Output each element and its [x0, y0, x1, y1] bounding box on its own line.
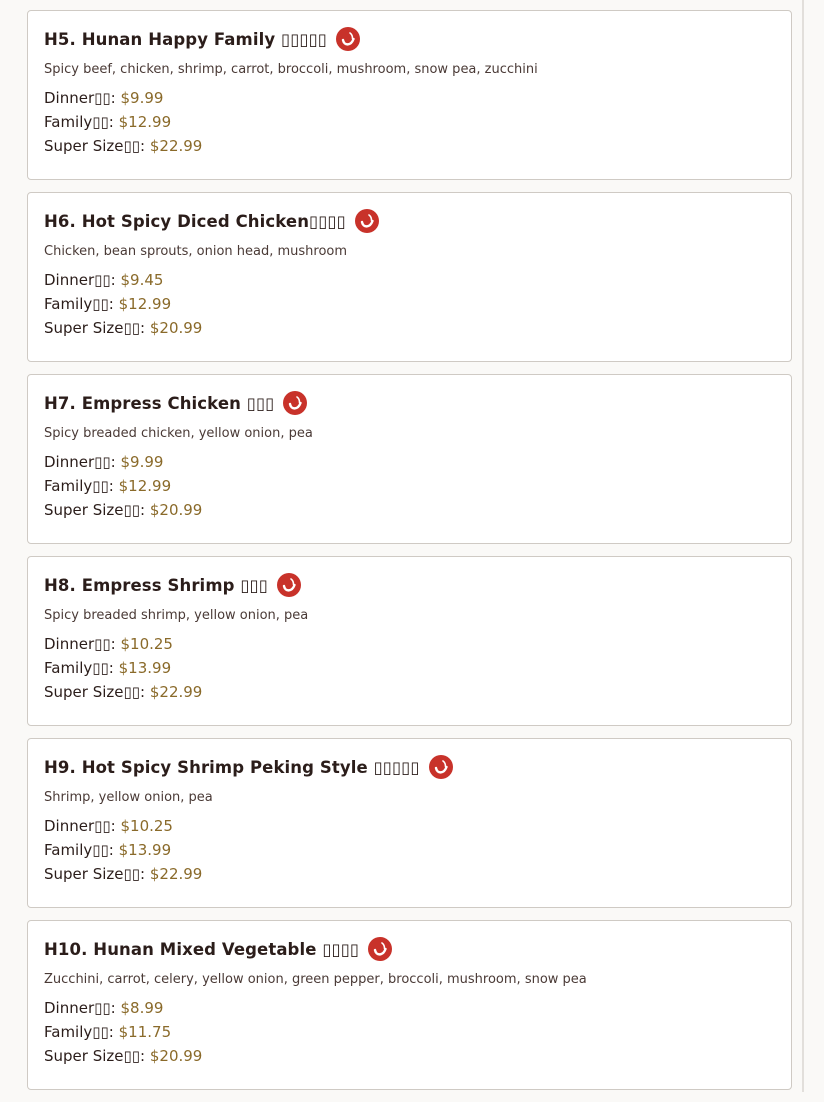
price-label: Dinner▯▯: — [44, 817, 116, 835]
menu-item-card[interactable] — [27, 738, 792, 908]
chili-pepper-icon — [277, 573, 301, 597]
price-value: $10.25 — [120, 635, 173, 653]
chili-pepper-icon — [355, 209, 379, 233]
price-row-family — [44, 110, 775, 134]
menu-item-description: Chicken, bean sprouts, onion head, mushroom — [44, 244, 348, 259]
price-row-family — [44, 838, 775, 862]
price-label: Family▯▯: — [44, 659, 114, 677]
menu-item-description: Spicy breaded chicken, yellow onion, pea — [44, 426, 313, 441]
menu-item-description: Shrimp, yellow onion, pea — [44, 790, 213, 805]
price-value: $20.99 — [149, 319, 203, 337]
chili-pepper-icon — [429, 755, 453, 779]
price-value: $13.99 — [118, 659, 172, 677]
price-value: $22.99 — [149, 865, 203, 883]
price-row-dinner — [44, 996, 775, 1020]
price-value: $12.99 — [118, 113, 172, 131]
menu-item-description: Spicy breaded shrimp, yellow onion, pea — [44, 608, 309, 623]
price-row-family — [44, 656, 775, 680]
price-row-super-size — [44, 134, 775, 158]
menu-item-card[interactable] — [27, 10, 792, 180]
price-list — [44, 632, 775, 704]
price-row-super-size — [44, 680, 775, 704]
price-label: Family▯▯: — [44, 841, 114, 859]
price-row-dinner — [44, 814, 775, 838]
price-row-dinner — [44, 86, 775, 110]
price-list — [44, 268, 775, 340]
menu-item-card[interactable] — [27, 556, 792, 726]
menu-item-title-row — [44, 207, 775, 235]
price-value: $9.99 — [120, 453, 164, 471]
price-label: Family▯▯: — [44, 477, 114, 495]
price-label: Dinner▯▯: — [44, 999, 116, 1017]
price-value: $8.99 — [120, 999, 164, 1017]
price-label: Dinner▯▯: — [44, 89, 116, 107]
scroll-divider — [802, 0, 804, 1092]
price-row-super-size — [44, 498, 775, 522]
menu-item-title-row — [44, 753, 775, 781]
menu-item-card[interactable] — [27, 192, 792, 362]
price-row-dinner — [44, 632, 775, 656]
menu-item-card[interactable] — [27, 374, 792, 544]
menu-item-title: H6. Hot Spicy Diced Chicken▯▯▯▯ — [44, 211, 346, 231]
price-label: Family▯▯: — [44, 1023, 114, 1041]
menu-item-title-row — [44, 389, 775, 417]
menu-item-title: H7. Empress Chicken ▯▯▯ — [44, 393, 275, 413]
price-label: Super Size▯▯: — [44, 683, 146, 701]
price-label: Super Size▯▯: — [44, 319, 146, 337]
menu-item-description: Zucchini, carrot, celery, yellow onion, green pepper, broccoli, mushroom, snow pea — [44, 972, 587, 987]
menu-item-title-row — [44, 571, 775, 599]
chili-pepper-icon — [336, 27, 360, 51]
price-label: Super Size▯▯: — [44, 1047, 146, 1065]
price-value: $20.99 — [149, 1047, 203, 1065]
price-list — [44, 814, 775, 886]
price-label: Family▯▯: — [44, 113, 114, 131]
price-row-dinner — [44, 268, 775, 292]
price-label: Dinner▯▯: — [44, 271, 116, 289]
price-value: $20.99 — [149, 501, 203, 519]
price-list — [44, 450, 775, 522]
price-value: $13.99 — [118, 841, 172, 859]
price-row-family — [44, 1020, 775, 1044]
menu-item-card[interactable] — [27, 920, 792, 1090]
price-row-super-size — [44, 1044, 775, 1068]
chili-pepper-icon — [368, 937, 392, 961]
price-value: $22.99 — [149, 683, 203, 701]
price-value: $11.75 — [118, 1023, 172, 1041]
menu-item-description: Spicy beef, chicken, shrimp, carrot, broccoli, mushroom, snow pea, zucchini — [44, 62, 538, 77]
menu-item-title-row — [44, 935, 775, 963]
menu-item-title: H8. Empress Shrimp ▯▯▯ — [44, 575, 268, 595]
price-value: $22.99 — [149, 137, 203, 155]
price-label: Dinner▯▯: — [44, 453, 116, 471]
price-value: $12.99 — [118, 295, 172, 313]
menu-item-title: H10. Hunan Mixed Vegetable ▯▯▯▯ — [44, 939, 360, 959]
menu-item-title: H5. Hunan Happy Family ▯▯▯▯▯ — [44, 29, 327, 49]
price-value: $9.99 — [120, 89, 164, 107]
price-list — [44, 996, 775, 1068]
menu-item-title: H9. Hot Spicy Shrimp Peking Style ▯▯▯▯▯ — [44, 757, 420, 777]
price-label: Dinner▯▯: — [44, 635, 116, 653]
price-value: $9.45 — [120, 271, 164, 289]
price-row-family — [44, 292, 775, 316]
price-label: Super Size▯▯: — [44, 865, 146, 883]
price-value: $12.99 — [118, 477, 172, 495]
chili-pepper-icon — [283, 391, 307, 415]
price-label: Family▯▯: — [44, 295, 114, 313]
menu-list — [27, 10, 792, 1102]
price-label: Super Size▯▯: — [44, 137, 146, 155]
price-row-family — [44, 474, 775, 498]
price-row-super-size — [44, 316, 775, 340]
price-list — [44, 86, 775, 158]
price-label: Super Size▯▯: — [44, 501, 146, 519]
menu-item-title-row — [44, 25, 775, 53]
price-value: $10.25 — [120, 817, 173, 835]
price-row-super-size — [44, 862, 775, 886]
price-row-dinner — [44, 450, 775, 474]
